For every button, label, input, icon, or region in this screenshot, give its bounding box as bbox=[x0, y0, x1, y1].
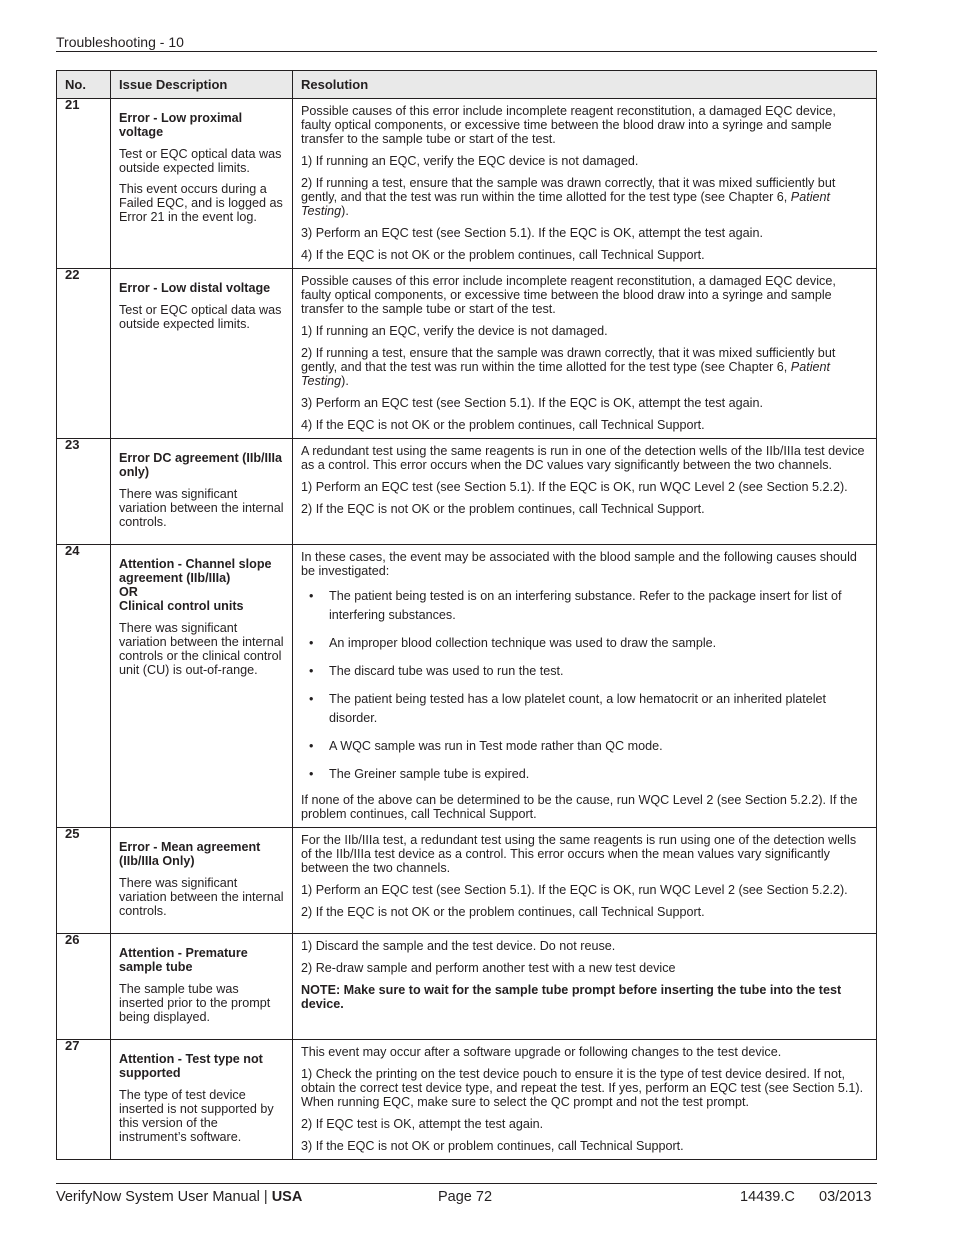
resolution-paragraph: 1) Perform an EQC test (see Section 5.1). If the EQC is OK, run WQC Level 2 (see Section 5.2.2). bbox=[301, 883, 848, 897]
troubleshooting-table bbox=[56, 70, 877, 1160]
cause-list bbox=[301, 587, 868, 784]
resolution-paragraph: 2) If the EQC is not OK or the problem continues, call Technical Support. bbox=[301, 905, 705, 919]
issue-number: 22 bbox=[57, 269, 111, 439]
issue-number: 26 bbox=[57, 934, 111, 1040]
issue-number: 24 bbox=[57, 545, 111, 828]
resolution-paragraph: 2) If running a test, ensure that the sample was drawn correctly, that it was mixed sufficiently but gently, and that the test was run within the time allotted for the test type (see Chapter 6, Patient Testing). bbox=[301, 176, 836, 218]
resolution-paragraph: For the IIb/IIIa test, a redundant test using the same reagents is run using one of the detection wells of the IIb/IIIa test device as a control. This error occurs when the mean values vary significantly between the two channels. bbox=[301, 833, 857, 875]
issue-title-line: Attention - Channel slope agreement (IIb/IIIa) bbox=[119, 557, 272, 585]
resolution bbox=[293, 269, 877, 439]
resolution-note: NOTE: Make sure to wait for the sample tube prompt before inserting the tube into the test device. bbox=[301, 983, 842, 1011]
issue-title: Error - Low distal voltage bbox=[119, 281, 271, 295]
resolution-paragraph: 1) Perform an EQC test (see Section 5.1). If the EQC is OK, run WQC Level 2 (see Section 5.2.2). bbox=[301, 480, 848, 494]
resolution-paragraph: 1) Discard the sample and the test device. Do not reuse. bbox=[301, 939, 616, 953]
footer-doc-number: 14439.C bbox=[740, 1189, 795, 1205]
resolution-paragraph: 3) If the EQC is not OK or problem continues, call Technical Support. bbox=[301, 1139, 684, 1153]
resolution-paragraph: 2) If the EQC is not OK or the problem continues, call Technical Support. bbox=[301, 502, 705, 516]
issue-text: There was significant variation between the internal controls or the clinical control unit (CU) is out-of-range. bbox=[119, 621, 284, 677]
issue-description bbox=[111, 269, 293, 439]
header-divider bbox=[56, 51, 877, 52]
table-header-row bbox=[57, 71, 877, 99]
resolution bbox=[293, 934, 877, 1040]
table-row bbox=[57, 99, 877, 269]
resolution-paragraph: 3) Perform an EQC test (see Section 5.1). If the EQC is OK, attempt the test again. bbox=[301, 396, 763, 410]
issue-title: Error - Mean agreement (IIb/IIIa Only) bbox=[119, 840, 261, 868]
issue-number: 23 bbox=[57, 439, 111, 545]
resolution bbox=[293, 439, 877, 545]
resolution-paragraph: In these cases, the event may be associated with the blood sample and the following causes should be investigated: bbox=[301, 550, 857, 578]
table-row bbox=[57, 934, 877, 1040]
list-item: • The patient being tested has a low platelet count, a low hematocrit or an inherited platelet disorder. bbox=[329, 690, 868, 728]
page-header-title: Troubleshooting - 10 bbox=[56, 34, 184, 50]
table-row bbox=[57, 439, 877, 545]
resolution bbox=[293, 545, 877, 828]
column-header-issue: Issue Description bbox=[111, 71, 293, 99]
footer-region: USA bbox=[271, 1189, 303, 1205]
list-item: • The discard tube was used to run the test. bbox=[329, 662, 868, 681]
issue-title: Error - Low proximal voltage bbox=[119, 111, 243, 139]
issue-description bbox=[111, 934, 293, 1040]
footer-manual-title bbox=[56, 1189, 302, 1205]
column-header-resolution: Resolution bbox=[293, 71, 877, 99]
table-row bbox=[57, 269, 877, 439]
footer-date: 03/2013 bbox=[819, 1189, 872, 1205]
issue-description bbox=[111, 99, 293, 269]
issue-title-line: OR bbox=[119, 585, 138, 599]
issue-description bbox=[111, 439, 293, 545]
list-item: • An improper blood collection technique was used to draw the sample. bbox=[329, 634, 868, 653]
issue-text: There was significant variation between the internal controls. bbox=[119, 876, 284, 918]
list-item: • The Greiner sample tube is expired. bbox=[329, 765, 868, 784]
resolution-paragraph: 3) Perform an EQC test (see Section 5.1). If the EQC is OK, attempt the test again. bbox=[301, 226, 763, 240]
resolution bbox=[293, 1040, 877, 1160]
resolution-paragraph: 1) If running an EQC, verify the device is not damaged. bbox=[301, 324, 608, 338]
resolution-paragraph: This event may occur after a software upgrade or following changes to the test device. bbox=[301, 1045, 782, 1059]
issue-title: Error DC agreement (IIb/IIIa only) bbox=[119, 451, 283, 479]
resolution-paragraph: 4) If the EQC is not OK or the problem continues, call Technical Support. bbox=[301, 248, 705, 262]
resolution-paragraph: 2) If running a test, ensure that the sample was drawn correctly, that it was mixed sufficiently but gently, and that the test was run within the time allotted for the test type (see Chapter 6, Patient Testing). bbox=[301, 346, 836, 388]
issue-text: Test or EQC optical data was outside expected limits. bbox=[119, 303, 282, 331]
footer-doc-info bbox=[740, 1189, 871, 1205]
resolution-paragraph: A redundant test using the same reagents is run in one of the detection wells of the IIb/IIIa test device as a control. This error occurs when the DC values vary significantly between the two channels. bbox=[301, 444, 865, 472]
issue-text: This event occurs during a Failed EQC, and is logged as Error 21 in the event log. bbox=[119, 182, 283, 224]
issue-number: 21 bbox=[57, 99, 111, 269]
resolution-paragraph: 1) Check the printing on the test device pouch to ensure it is the type of test device desired. If not, obtain the correct test device type, and repeat the test. If yes, perform an EQC test (see Section 5.1). When running EQC, make sure to select the QC prompt and not the test prompt. bbox=[301, 1067, 864, 1109]
issue-text: There was significant variation between the internal controls. bbox=[119, 487, 284, 529]
resolution-paragraph: 1) If running an EQC, verify the EQC device is not damaged. bbox=[301, 154, 639, 168]
issue-number: 25 bbox=[57, 828, 111, 934]
table-row bbox=[57, 545, 877, 828]
resolution bbox=[293, 99, 877, 269]
footer-manual-name: VerifyNow System User Manual | bbox=[56, 1189, 272, 1205]
list-item: • A WQC sample was run in Test mode rather than QC mode. bbox=[329, 737, 868, 756]
issue-title: Attention - Premature sample tube bbox=[119, 946, 248, 974]
issue-text: Test or EQC optical data was outside expected limits. bbox=[119, 147, 282, 175]
resolution-paragraph: Possible causes of this error include incomplete reagent reconstitution, a damaged EQC device, faulty optical components, or excessive time between the blood draw into a syringe and sample transfer to the sample tube or start of the test. bbox=[301, 104, 836, 146]
list-item: • The patient being tested is on an interfering substance. Refer to the package insert for list of interfering substances. bbox=[329, 587, 868, 625]
table-row bbox=[57, 828, 877, 934]
issue-title bbox=[119, 557, 284, 613]
issue-title: Attention - Test type not supported bbox=[119, 1052, 263, 1080]
issue-description bbox=[111, 828, 293, 934]
resolution-paragraph: 2) Re-draw sample and perform another test with a new test device bbox=[301, 961, 676, 975]
issue-text: The type of test device inserted is not supported by this version of the instrument’s software. bbox=[119, 1088, 274, 1144]
issue-number: 27 bbox=[57, 1040, 111, 1160]
footer-page-number: Page 72 bbox=[438, 1189, 493, 1205]
issue-title-line: Clinical control units bbox=[119, 599, 244, 613]
footer-divider bbox=[56, 1183, 877, 1184]
resolution bbox=[293, 828, 877, 934]
column-header-no: No. bbox=[57, 71, 111, 99]
issue-text: The sample tube was inserted prior to the prompt being displayed. bbox=[119, 982, 271, 1024]
resolution-paragraph: Possible causes of this error include incomplete reagent reconstitution, a damaged EQC device, faulty optical components, or excessive time between the blood draw into a syringe and sample transfer to the sample tube or start of the test. bbox=[301, 274, 836, 316]
resolution-paragraph: If none of the above can be determined to be the cause, run WQC Level 2 (see Section 5.2.2). If the problem continues, call Technical Support. bbox=[301, 793, 858, 821]
issue-description bbox=[111, 1040, 293, 1160]
issue-description bbox=[111, 545, 293, 828]
table-row bbox=[57, 1040, 877, 1160]
resolution-paragraph: 4) If the EQC is not OK or the problem continues, call Technical Support. bbox=[301, 418, 705, 432]
resolution-paragraph: 2) If EQC test is OK, attempt the test again. bbox=[301, 1117, 544, 1131]
